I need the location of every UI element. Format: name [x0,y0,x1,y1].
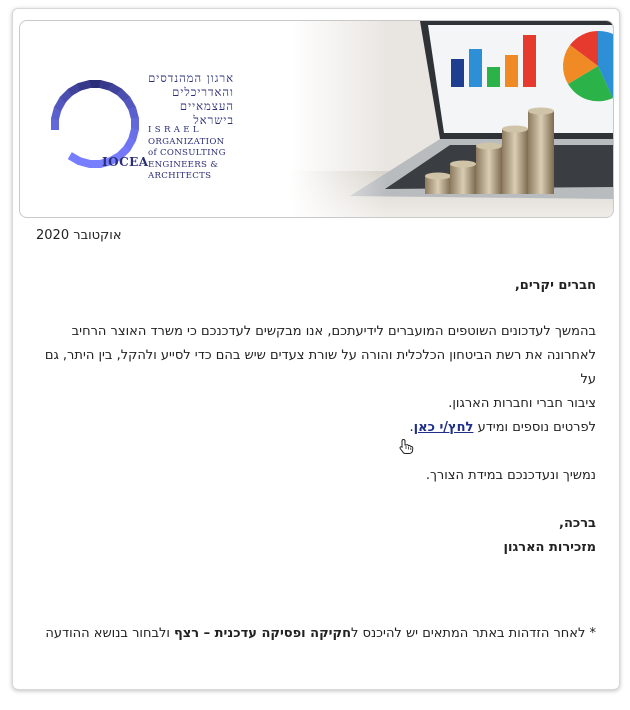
logo-english-line: ORGANIZATION [148,136,225,147]
logo-hebrew-line: בישראל [193,113,234,127]
logo-hebrew-line: העצמאיים [179,99,234,113]
details-prefix: לפרטים נוספים ומידע [473,420,596,435]
paragraph-line: ציבור חברי וחברות הארגון. [448,396,596,411]
logo-english-line: I S R A E L [148,125,199,135]
body-paragraph [34,320,596,416]
logo-english-name [148,125,268,183]
closing-regards: ברכה, [559,516,596,531]
logo-abbreviation: IOCEA [102,155,149,169]
details-line [34,416,596,440]
logo-hebrew-name [150,71,234,127]
hand-pointer-icon [398,437,416,455]
laptop-coins-photo [290,21,613,217]
continue-text: נמשיך ונעדכנכם במידת הצורך. [425,468,596,483]
details-suffix: . [409,420,414,435]
logo-ring-segment [78,80,92,91]
footnote-prefix: * לאחר הזדהות באתר המתאים יש להיכנס ל [351,626,596,641]
paragraph-line: בהמשך לעדכונים השוטפים המועברים לידיעתכם, אנו מבקשים לעדכנכם כי משרד האוצר הרחיב [71,324,596,339]
footnote [34,622,596,646]
footnote-bold-topic: חקיקה ופסיקה עדכנית – רצף [174,626,351,641]
logo-english-line: of CONSULTING [148,148,226,158]
footnote-suffix: ולבחור בנושא ההודעה [45,626,175,641]
header-banner [19,20,614,218]
logo-hebrew-line: והאדריכלים [172,85,234,99]
logo-english-line: ENGINEERS & ARCHITECTS [148,159,219,181]
date-label: אוקטובר 2020 [36,228,122,243]
logo-hebrew-line: ארגון המהנדסים [148,71,234,85]
paragraph-line: לאחרונה את רשת הביטחון הכלכלית והורה על שורת צעדים שיש בהם כדי לסייע ולהקל, בין היתר, גם על [44,348,596,387]
signer-name: מזכירות הארגון [503,540,596,555]
click-here-link[interactable]: לחץ/י כאן [413,420,474,435]
greeting: חברים יקרים, [514,278,596,293]
